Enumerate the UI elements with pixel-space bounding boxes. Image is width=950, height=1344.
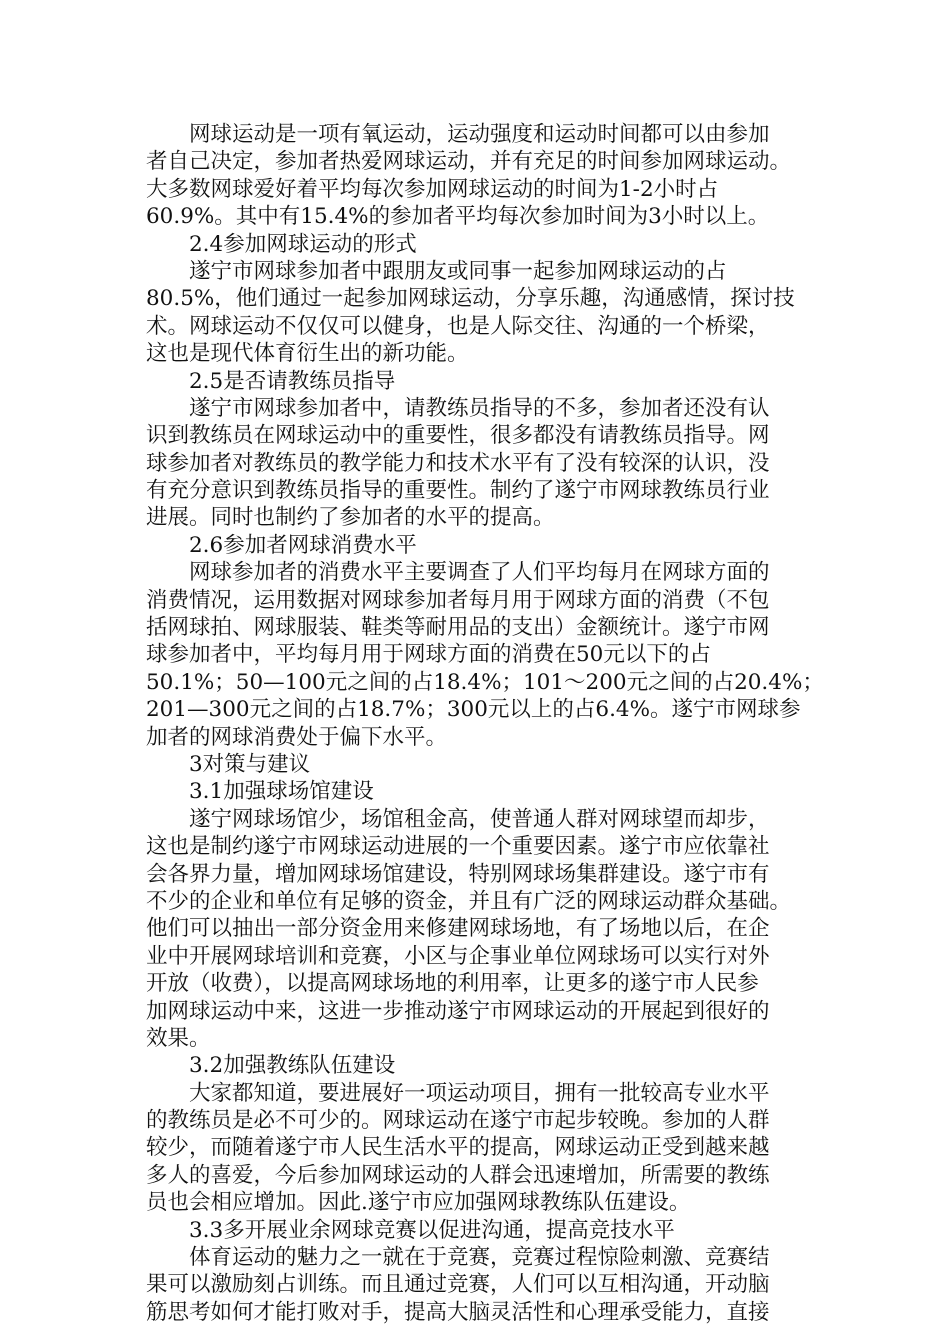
- text-line: 这也是制约遂宁市网球运动进展的一个重要因素。遂宁市应依靠社: [146, 834, 770, 860]
- text-line: 球参加者中，平均每月用于网球方面的消费在50元以下的占: [146, 642, 711, 668]
- text-line: 加者的网球消费处于偏下水平。: [146, 724, 448, 750]
- document-body: [146, 121, 824, 1326]
- text-line: 筋思考如何才能打败对手，提高大脑灵活性和心理承受能力，直接: [146, 1299, 770, 1325]
- text-line: 这也是现代体育衍生出的新功能。: [146, 341, 469, 367]
- text-line: 遂宁市网球参加者中，请教练员指导的不多，参加者还没有认: [189, 395, 770, 421]
- text-line: 会各界力量，增加网球场馆建设，特别网球场集群建设。遂宁市有: [146, 861, 770, 887]
- text-line: 识到教练员在网球运动中的重要性，很多都没有请教练员指导。网: [146, 423, 770, 449]
- text-line: 消费情况，运用数据对网球参加者每月用于网球方面的消费（不包: [146, 587, 770, 613]
- text-line: 遂宁网球场馆少，场馆租金高，使普通人群对网球望而却步，: [189, 806, 770, 832]
- text-line: 3.3多开展业余网球竞赛以促进沟通，提高竞技水平: [189, 1217, 675, 1243]
- text-line: 他们可以抽出一部分资金用来修建网球场地，有了场地以后，在企: [146, 916, 770, 942]
- text-line: 3.1加强球场馆建设: [189, 779, 374, 805]
- text-line: 的教练员是必不可少的。网球运动在遂宁市起步较晚。参加的人群: [146, 1108, 770, 1134]
- text-line: 多人的喜爱，今后参加网球运动的人群会迅速增加，所需要的教练: [146, 1162, 770, 1188]
- text-line: 球参加者对教练员的教学能力和技术水平有了没有较深的认识，没: [146, 450, 770, 476]
- text-line: 60.9%。其中有15.4%的参加者平均每次参加时间为3小时以上。: [146, 204, 770, 230]
- text-line: 大多数网球爱好着平均每次参加网球运动的时间为1-2小时占: [146, 176, 719, 202]
- text-line: 3对策与建议: [189, 751, 311, 777]
- text-line: 术。网球运动不仅仅可以健身，也是人际交往、沟通的一个桥梁，: [146, 313, 770, 339]
- text-line: 3.2加强教练队伍建设: [189, 1053, 396, 1079]
- text-line: 较少，而随着遂宁市人民生活水平的提高，网球运动正受到越来越: [146, 1135, 770, 1161]
- text-line: 员也会相应增加。因此.遂宁市应加强网球教练队伍建设。: [146, 1190, 691, 1216]
- text-line: 开放（收费），以提高网球场地的利用率，让更多的遂宁市人民参: [146, 971, 759, 997]
- text-line: 效果。: [146, 1025, 211, 1051]
- text-line: 进展。同时也制约了参加者的水平的提高。: [146, 505, 555, 531]
- text-line: 50.1%；50—100元之间的占18.4%；101～200元之间的占20.4%；: [146, 669, 824, 695]
- text-line: 80.5%，他们通过一起参加网球运动，分享乐趣，沟通感情，探讨技: [146, 286, 795, 312]
- text-line: 201—300元之间的占18.7%；300元以上的占6.4%。遂宁市网球参: [146, 697, 801, 723]
- text-line: 体育运动的魅力之一就在于竞赛，竞赛过程惊险刺激、竞赛结: [189, 1245, 770, 1271]
- text-line: 不少的企业和单位有足够的资金，并且有广泛的网球运动群众基础。: [146, 888, 792, 914]
- text-line: 2.6参加者网球消费水平: [189, 532, 417, 558]
- text-line: 网球参加者的消费水平主要调查了人们平均每月在网球方面的: [189, 560, 770, 586]
- text-line: 括网球拍、网球服装、鞋类等耐用品的支出）金额统计。遂宁市网: [146, 615, 770, 641]
- text-line: 遂宁市网球参加者中跟朋友或同事一起参加网球运动的占: [189, 258, 727, 284]
- text-line: 者自己决定，参加者热爱网球运动，并有充足的时间参加网球运动。: [146, 149, 792, 175]
- text-line: 大家都知道，要进展好一项运动项目，拥有一批较高专业水平: [189, 1080, 770, 1106]
- text-line: 业中开展网球培训和竞赛，小区与企事业单位网球场可以实行对外: [146, 943, 770, 969]
- text-line: 2.4参加网球运动的形式: [189, 231, 417, 257]
- text-line: 网球运动是一项有氧运动，运动强度和运动时间都可以由参加: [189, 122, 770, 147]
- text-line: 加网球运动中来，这进一步推动遂宁市网球运动的开展起到很好的: [146, 998, 770, 1024]
- text-line: 2.5是否请教练员指导: [189, 368, 396, 394]
- text-line: 果可以激励刻占训练。而且通过竞赛，人们可以互相沟通，开动脑: [146, 1272, 770, 1298]
- text-line: 有充分意识到教练员指导的重要性。制约了遂宁市网球教练员行业: [146, 478, 770, 504]
